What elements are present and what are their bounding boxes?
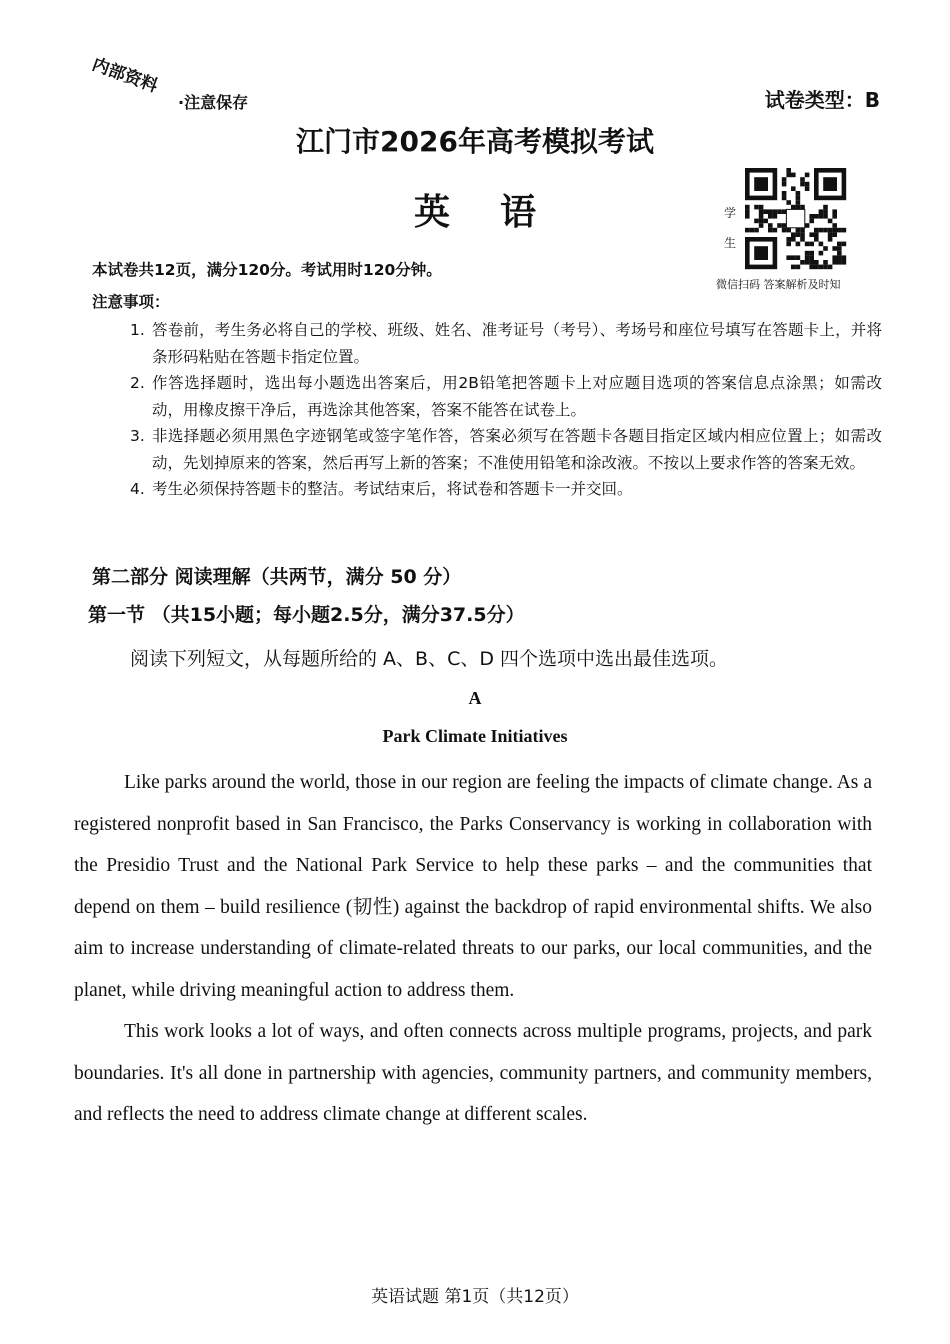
subject-title: 英语 [413,192,586,233]
passage-letter: A [468,688,482,708]
section-instructions: 阅读下列短文，从每题所给的 A、B、C、D 四个选项中选出最佳选项。 [130,648,729,670]
note-number: 2. [130,374,145,392]
passage-body [74,762,872,1136]
note-item [130,476,882,503]
qr-caption: 微信扫码 答案解析及时知 [716,278,841,291]
note-item [130,317,882,370]
note-number: 4. [130,480,145,498]
page-footer: 英语试题 第1页（共12页） [371,1287,579,1307]
note-text: 答卷前，考生务必将自己的学校、班级、姓名、准考证号（考号）、考场号和座位号填写在答题卡上，并将条形码粘贴在答题卡指定位置。 [152,321,882,366]
qr-code-icon[interactable] [745,168,860,273]
note-number: 3. [130,427,145,445]
paper-type-label: 试卷类型：B [764,88,880,112]
passage-title: Park Climate Initiatives [382,726,568,746]
qr-side-char-1: 学 [724,206,737,220]
note-number: 1. [130,321,145,339]
keep-safe-note: ·注意保存 [178,93,249,112]
internal-material-stamp: 内部资料 [89,54,161,97]
notes-list [130,317,882,503]
note-item [130,423,882,476]
note-text: 作答选择题时，选出每小题选出答案后，用2B铅笔把答题卡上对应题目选项的答案信息点涂黑；如需改动，用橡皮擦干净后，再选涂其他答案，答案不能答在试卷上。 [152,374,882,419]
part-title: 第二部分 阅读理解（共两节，满分 50 分） [92,566,462,588]
qr-code-graphic [745,168,860,273]
paper-info: 本试卷共12页，满分120分。考试用时120分钟。 [92,261,442,279]
note-item [130,370,882,423]
note-text: 考生必须保持答题卡的整洁。考试结束后，将试卷和答题卡一并交回。 [152,480,633,498]
qr-side-label [724,198,738,258]
section-title: 第一节 （共15小题；每小题2.5分，满分37.5分） [88,604,525,626]
notes-title: 注意事项： [92,293,170,311]
passage-paragraph: Like parks around the world, those in our region are feeling the impacts of climate change. As a registered nonprofit based in San Francisco, the Parks Conservancy is working in collaboration with the Presidio Trust and the National Park Service to help these parks – and the communities that depend on them – build resilience (韧性) against the backdrop of rapid environmental shifts. We also aim to increase understanding of climate-related threats to our parks, our local communities, and the planet, while driving meaningful action to address them. [74,772,872,1001]
qr-side-char-2: 生 [724,236,737,250]
passage-paragraph: This work looks a lot of ways, and often connects across multiple programs, projects, and park boundaries. It's all done in partnership with agencies, community partners, and community members, and reflects the need to address climate change at different scales. [74,1021,872,1125]
exam-title: 江门市2026年高考模拟考试 [296,125,654,158]
note-text: 非选择题必须用黑色字迹钢笔或签字笔作答，答案必须写在答题卡各题目指定区域内相应位置上；如需改动，先划掉原来的答案，然后再写上新的答案；不准使用铅笔和涂改液。不按以上要求作答的答案无效。 [152,427,882,472]
